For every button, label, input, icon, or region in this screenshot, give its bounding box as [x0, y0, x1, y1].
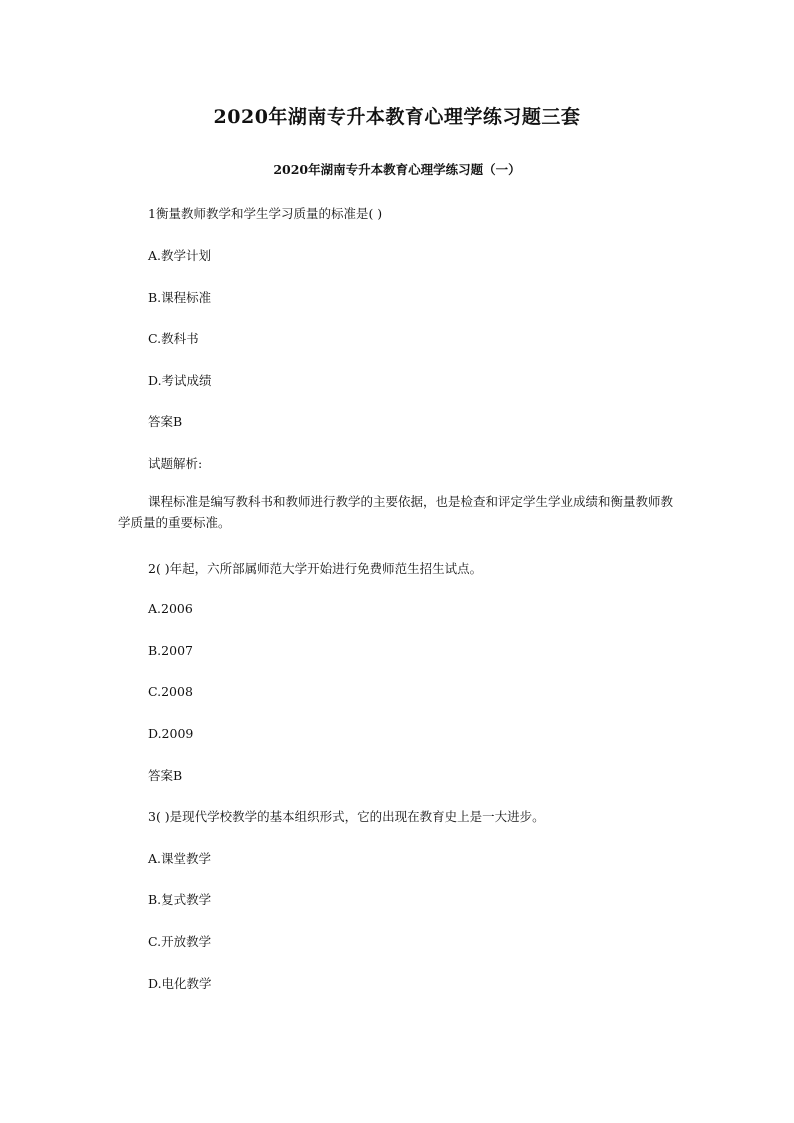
question-2-option-a: A.2006 — [148, 601, 193, 616]
document-title: 2020年湖南专升本教育心理学练习题三套 — [213, 106, 581, 128]
question-3-option-b: B.复式教学 — [148, 892, 212, 907]
question-3-option-d: D.电化教学 — [148, 976, 212, 991]
question-1-option-d: D.考试成绩 — [148, 373, 212, 388]
question-1-analysis-text: 课程标准是编写教科书和教师进行教学的主要依据，也是检查和评定学生学业成绩和衡量教师教学质量的重要标准。 — [118, 494, 674, 530]
question-1-analysis-label: 试题解析: — [148, 456, 203, 471]
question-2-stem: 2( )年起，六所部属师范大学开始进行免费师范生招生试点。 — [148, 561, 483, 576]
question-3-stem: 3( )是现代学校教学的基本组织形式，它的出现在教育史上是一大进步。 — [148, 809, 545, 824]
question-3-option-a: A.课堂教学 — [148, 851, 212, 866]
question-3-option-c: C.开放教学 — [148, 934, 212, 949]
question-1-answer: 答案B — [148, 414, 183, 429]
question-1-option-a: A.教学计划 — [148, 248, 212, 263]
question-2-answer: 答案B — [148, 768, 183, 783]
question-1-stem: 1衡量教师教学和学生学习质量的标准是( ) — [148, 206, 383, 221]
question-1-option-c: C.教科书 — [148, 331, 199, 346]
question-2-option-d: D.2009 — [148, 726, 194, 741]
question-2-option-b: B.2007 — [148, 643, 193, 658]
question-1-option-b: B.课程标准 — [148, 290, 212, 305]
section-title: 2020年湖南专升本教育心理学练习题（一） — [273, 162, 521, 177]
question-2-option-c: C.2008 — [148, 684, 193, 699]
